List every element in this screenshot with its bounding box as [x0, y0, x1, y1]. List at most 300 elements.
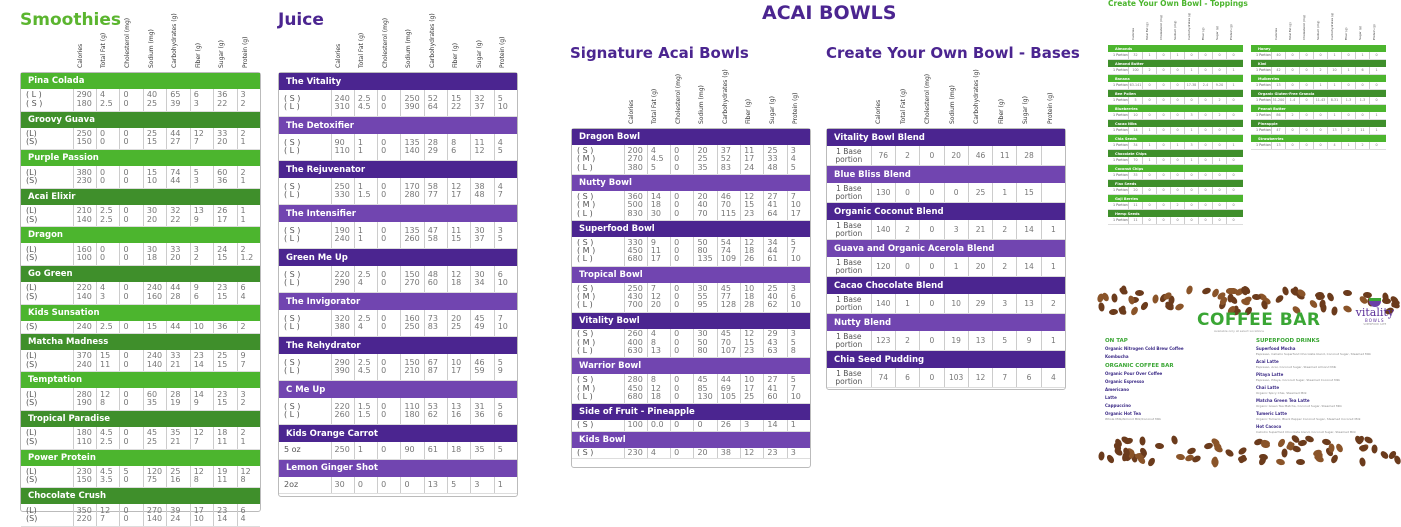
- section-header: Flax Seeds: [1108, 180, 1243, 187]
- value-cell: 0: [1170, 67, 1184, 74]
- value-cell: 52 64: [424, 90, 447, 116]
- value-cell: 54 74 109: [717, 237, 740, 266]
- value-cell: 4 3: [96, 282, 119, 304]
- value-cell: 4: [1041, 368, 1065, 387]
- value-cell: 63-141: [1128, 82, 1142, 89]
- value-cell: 0: [1226, 157, 1240, 164]
- value-cell: 3: [740, 420, 763, 430]
- value-cell: 13 9: [190, 205, 213, 227]
- value-cell: 32: [1128, 52, 1142, 59]
- size-cell: ( S ) ( L ): [284, 181, 301, 199]
- value-cell: 30 37: [470, 222, 493, 248]
- value-cell: 0: [1313, 142, 1327, 149]
- coffee-menu-item: Hot Cacoco: [1256, 424, 1282, 429]
- value-cell: 0 0 0: [670, 237, 693, 266]
- value-cell: 123: [871, 331, 895, 350]
- column-header: Fiber (g): [1344, 27, 1348, 40]
- value-cell: 10 17 25: [740, 374, 763, 403]
- value-cell: 11: [1128, 217, 1142, 224]
- value-cell: 14 9: [190, 388, 213, 410]
- value-cell: 110 180: [400, 398, 423, 424]
- size-cell: 1 Portion: [1113, 202, 1128, 207]
- column-header: Protein (g): [1229, 24, 1233, 40]
- nutrition-row: [1108, 217, 1243, 225]
- nutrition-row: [827, 220, 1065, 240]
- column-header: Sodium (mg): [405, 29, 413, 68]
- value-cell: 4 5: [494, 134, 517, 160]
- section-header: Temptation: [21, 372, 260, 388]
- value-cell: 36: [213, 321, 236, 333]
- value-cell: 1: [1041, 220, 1065, 239]
- nutrition-row: [1108, 127, 1243, 135]
- value-cell: 6: [1355, 67, 1369, 74]
- size-cell: 1 Base portion: [835, 331, 863, 349]
- value-cell: 11: [1128, 202, 1142, 209]
- value-cell: 280 190: [73, 388, 96, 410]
- section-header: Matcha Madness: [21, 334, 260, 350]
- value-cell: 250 150: [73, 128, 96, 150]
- column-header: Sodium (mg): [1173, 20, 1177, 40]
- value-cell: 230: [624, 448, 647, 458]
- column-header: Cholesterol (mg): [674, 73, 682, 124]
- value-cell: 200 270 380: [624, 145, 647, 174]
- value-cell: 20 25 35: [693, 145, 716, 174]
- value-cell: 2.5 4: [354, 310, 377, 336]
- column-header: Carbohydrates (g): [1330, 12, 1334, 40]
- coffee-item-description: Espresso, Pitaya, Coconut Sugar, Steamed Coconut Milk: [1256, 378, 1341, 382]
- value-cell: 5: [1128, 97, 1142, 104]
- size-cell: ( S ) ( L ): [284, 313, 301, 331]
- value-cell: 1: [1170, 142, 1184, 149]
- value-cell: 35 21: [166, 427, 189, 449]
- value-cell: 11: [1355, 127, 1369, 134]
- value-cell: 51-200: [1271, 97, 1285, 104]
- size-cell: ( S ) ( M ) ( L ): [577, 237, 596, 264]
- value-cell: 260 400 630: [624, 329, 647, 358]
- value-cell: 190 240: [331, 222, 354, 248]
- coffee-section-heading: ORGANIC COFFEE BAR: [1105, 363, 1174, 369]
- section-header: Power Protein: [21, 450, 260, 466]
- coffee-bar-subtitle: Available only at select Locations: [1214, 329, 1264, 333]
- value-cell: 0: [1212, 52, 1226, 59]
- value-cell: 0: [1212, 127, 1226, 134]
- value-cell: [1041, 146, 1065, 165]
- value-cell: 19 11: [213, 466, 236, 488]
- value-cell: 3 5 8: [787, 329, 810, 358]
- value-cell: 0: [1198, 52, 1212, 59]
- value-cell: 10: [190, 321, 213, 333]
- nutrition-row: [21, 243, 260, 266]
- value-cell: 320 380: [331, 310, 354, 336]
- value-cell: 270 140: [143, 504, 166, 526]
- section-header: Pina Colada: [21, 73, 260, 89]
- value-cell: 40: [1271, 52, 1285, 59]
- value-cell: 14: [1128, 127, 1142, 134]
- value-cell: 50 80 135: [693, 237, 716, 266]
- value-cell: 0: [1156, 67, 1170, 74]
- value-cell: 32 37: [470, 90, 493, 116]
- section-header: Strawberries: [1251, 135, 1386, 142]
- column-header: Cholesterol (mg): [381, 17, 389, 68]
- value-cell: 0: [1184, 217, 1198, 224]
- size-cell: (L) (S): [26, 505, 38, 524]
- coffee-item-description: Espresso, Acai, Coconut Sugar, Steamed Almond Milk: [1256, 365, 1337, 369]
- section-header: Mulberries: [1251, 75, 1386, 82]
- value-cell: 290 390: [331, 354, 354, 380]
- column-header: Carbohydrates (g): [171, 13, 179, 68]
- column-header: Protein (g): [499, 36, 507, 68]
- section-header: Side of Fruit - Pineapple: [572, 404, 810, 420]
- coffee-bar-menu: [1094, 286, 1400, 466]
- value-cell: 14: [1016, 220, 1040, 239]
- value-cell: 1: [1226, 67, 1240, 74]
- value-cell: 0: [1156, 142, 1170, 149]
- size-cell: 1 Portion: [1256, 127, 1271, 132]
- value-cell: 1: [1226, 82, 1240, 89]
- smoothies-column-headers: [20, 14, 261, 70]
- value-cell: 23 14: [213, 504, 236, 526]
- section-header: Nutty Blend: [827, 314, 1065, 331]
- value-cell: 5: [992, 331, 1016, 350]
- column-header: Fiber (g): [452, 42, 460, 68]
- value-cell: 1: [992, 183, 1016, 202]
- value-cell: 33 20: [213, 128, 236, 150]
- value-cell: 19: [944, 331, 968, 350]
- value-cell: 74 44: [166, 166, 189, 188]
- value-cell: 15 22: [447, 90, 470, 116]
- nutrition-row: [21, 350, 260, 373]
- value-cell: 0: [1299, 67, 1313, 74]
- column-header: Sodium (mg): [698, 85, 706, 124]
- value-cell: 23 14: [190, 350, 213, 372]
- value-cell: 0: [919, 257, 943, 276]
- value-cell: 3: [1184, 112, 1198, 119]
- value-cell: 0 0 0: [670, 145, 693, 174]
- value-cell: 150 270: [400, 266, 423, 292]
- coffee-menu-item: Superfood Mocha: [1256, 346, 1296, 351]
- value-cell: 0: [1226, 127, 1240, 134]
- value-cell: 4 4.5 5: [647, 145, 670, 174]
- value-cell: 0: [1313, 127, 1327, 134]
- value-cell: 330 450 680: [624, 237, 647, 266]
- nutrition-row: [572, 448, 810, 459]
- value-cell: 220 290: [331, 266, 354, 292]
- value-cell: 0 0: [377, 222, 400, 248]
- value-cell: 12 8: [190, 466, 213, 488]
- value-cell: 30 20: [143, 205, 166, 227]
- value-cell: 170 280: [400, 178, 423, 204]
- value-cell: 2 1: [237, 128, 260, 150]
- toppings-left-column-headers: [1108, 10, 1240, 42]
- value-cell: 10: [944, 294, 968, 313]
- value-cell: 12 7: [96, 504, 119, 526]
- value-cell: 12 7: [190, 427, 213, 449]
- section-header: The Intensifier: [279, 205, 517, 222]
- value-cell: 58 77: [424, 178, 447, 204]
- value-cell: 8-31: [1327, 97, 1341, 104]
- coffee-beans-bottom-decoration: [1094, 436, 1400, 466]
- value-cell: 11-43: [1313, 97, 1327, 104]
- nutrition-row: [279, 178, 517, 205]
- value-cell: 0 0: [119, 282, 142, 304]
- nutrition-row: [279, 310, 517, 337]
- value-cell: 0: [1170, 127, 1184, 134]
- value-cell: 240 310: [331, 90, 354, 116]
- section-header: The Rehydrator: [279, 337, 517, 354]
- value-cell: 1: [354, 442, 377, 459]
- coffee-menu-item: Latte: [1105, 395, 1117, 400]
- section-header: Cacao Nibs: [1108, 120, 1243, 127]
- value-cell: 7 12 20: [647, 283, 670, 312]
- value-cell: 0 0: [119, 166, 142, 188]
- value-cell: 3 5: [494, 222, 517, 248]
- value-cell: 0: [1285, 52, 1299, 59]
- section-header: The Invigorator: [279, 293, 517, 310]
- value-cell: 3 2: [190, 243, 213, 265]
- value-cell: 12 17: [447, 178, 470, 204]
- value-cell: 39 24: [166, 504, 189, 526]
- column-header: Total Fat (g): [651, 88, 659, 124]
- nutrition-row: [279, 134, 517, 161]
- value-cell: 1: [1341, 67, 1355, 74]
- value-cell: 13: [1271, 82, 1285, 89]
- nutrition-row: [1251, 97, 1386, 105]
- value-cell: 0 0 0: [670, 283, 693, 312]
- section-header: Pineapple: [1251, 120, 1386, 127]
- nutrition-row: [1251, 127, 1386, 135]
- nutrition-row: [572, 329, 810, 359]
- value-cell: 25 40 62: [763, 283, 786, 312]
- value-cell: 0: [354, 477, 377, 494]
- value-cell: 0: [919, 331, 943, 350]
- value-cell: 46: [968, 146, 992, 165]
- value-cell: 11 17 24: [740, 145, 763, 174]
- nutrition-row: [21, 282, 260, 305]
- value-cell: [1041, 183, 1065, 202]
- value-cell: 0 0: [377, 178, 400, 204]
- value-cell: 9-20: [1212, 82, 1226, 89]
- value-cell: 0: [1313, 52, 1327, 59]
- value-cell: 0: [1212, 142, 1226, 149]
- value-cell: 0: [1142, 217, 1156, 224]
- value-cell: 13 16: [447, 398, 470, 424]
- nutrition-row: [1108, 112, 1243, 120]
- value-cell: 0 0: [119, 89, 142, 111]
- value-cell: 1: [1369, 112, 1383, 119]
- value-cell: 18 11: [213, 427, 236, 449]
- column-header: Carbohydrates (g): [721, 69, 729, 124]
- value-cell: 1: [1226, 142, 1240, 149]
- value-cell: 3 2: [237, 89, 260, 111]
- value-cell: 10 18 28: [740, 283, 763, 312]
- value-cell: 38: [717, 448, 740, 458]
- nutrition-row: [572, 420, 810, 431]
- nutrition-row: [21, 166, 260, 189]
- value-cell: 0: [1226, 97, 1240, 104]
- value-cell: 0: [1156, 97, 1170, 104]
- value-cell: 1: [1142, 52, 1156, 59]
- size-cell: (L) (S): [26, 389, 38, 408]
- value-cell: 2: [1142, 67, 1156, 74]
- value-cell: 28 19: [166, 388, 189, 410]
- value-cell: 18: [447, 442, 470, 459]
- value-cell: 0: [1170, 172, 1184, 179]
- value-cell: 4 2.5: [96, 89, 119, 111]
- value-cell: 23 15: [213, 282, 236, 304]
- value-cell: 0 0: [377, 266, 400, 292]
- section-header: Tropical Bowl: [572, 267, 810, 283]
- value-cell: 210 140: [73, 205, 96, 227]
- value-cell: 21: [968, 220, 992, 239]
- value-cell: 0: [1142, 172, 1156, 179]
- value-cell: 67 87: [424, 354, 447, 380]
- juice-title: Juice: [278, 10, 324, 30]
- value-cell: 1-4: [1285, 97, 1299, 104]
- section-header: Organic Coconut Blend: [827, 203, 1065, 220]
- value-cell: 2: [1212, 97, 1226, 104]
- value-cell: 0 0: [119, 128, 142, 150]
- value-cell: 0 0 0: [670, 191, 693, 220]
- value-cell: 0: [1170, 187, 1184, 194]
- value-cell: 2.5: [96, 321, 119, 333]
- column-header: Sugar (g): [1358, 26, 1362, 40]
- value-cell: 4.5 3.5: [96, 466, 119, 488]
- value-cell: 0: [377, 442, 400, 459]
- nutrition-row: [1108, 157, 1243, 165]
- value-cell: 8 6: [447, 134, 470, 160]
- size-cell: 1 Portion: [1113, 187, 1128, 192]
- size-cell: (L) (S): [26, 129, 38, 147]
- value-cell: 40 25: [143, 89, 166, 111]
- value-cell: 2: [895, 331, 919, 350]
- value-cell: 30: [331, 477, 354, 494]
- value-cell: 0: [1212, 172, 1226, 179]
- value-cell: 1: [1313, 82, 1327, 89]
- section-header: Coconut Chips: [1108, 165, 1243, 172]
- value-cell: 250 330: [331, 178, 354, 204]
- value-cell: 26: [717, 420, 740, 430]
- value-cell: 12 15 23: [740, 191, 763, 220]
- size-cell: 1 Portion: [1256, 142, 1271, 147]
- smoothies-table: [20, 72, 261, 524]
- value-cell: 0: [944, 183, 968, 202]
- value-cell: 0: [1156, 52, 1170, 59]
- size-cell: 1 Base portion: [835, 294, 863, 312]
- column-header: Cholesterol (mg): [924, 73, 932, 124]
- value-cell: 28: [1016, 146, 1040, 165]
- size-cell: 1 Base portion: [835, 146, 863, 164]
- size-cell: 1 Portion: [1256, 82, 1271, 87]
- value-cell: 3 6 10: [787, 283, 810, 312]
- section-header: The Vitality: [279, 73, 517, 90]
- toppings-title: Create Your Own Bowl - Toppings: [1108, 0, 1248, 8]
- section-header: Groovy Guava: [21, 112, 260, 128]
- value-cell: 15: [143, 321, 166, 333]
- value-cell: 37 52 83: [717, 145, 740, 174]
- size-cell: 1 Portion: [1256, 97, 1271, 102]
- value-cell: 25 15: [143, 128, 166, 150]
- column-header: Sodium (mg): [1316, 20, 1320, 40]
- value-cell: 7: [992, 368, 1016, 387]
- column-header: Cholesterol (mg): [1302, 14, 1306, 40]
- value-cell: 29: [968, 294, 992, 313]
- value-cell: 0 0: [119, 205, 142, 227]
- value-cell: 25: [968, 183, 992, 202]
- section-header: Chocolate Crush: [21, 488, 260, 504]
- value-cell: 26 17: [213, 205, 236, 227]
- size-cell: 1 Portion: [1113, 112, 1128, 117]
- value-cell: 11 15: [447, 222, 470, 248]
- size-cell: ( S ) ( L ): [284, 137, 301, 155]
- coffee-section-heading: SUPERFOOD DRINKS: [1256, 338, 1320, 344]
- nutrition-row: [21, 205, 260, 228]
- value-cell: 0: [1198, 172, 1212, 179]
- size-cell: ( L ) ( S ): [26, 90, 43, 108]
- value-cell: 1: [1212, 157, 1226, 164]
- value-cell: 90: [400, 442, 423, 459]
- value-cell: 1 1: [237, 205, 260, 227]
- value-cell: 0: [1156, 82, 1170, 89]
- nutrition-row: [21, 427, 260, 450]
- value-cell: 140: [871, 220, 895, 239]
- column-header: Cholesterol (mg): [123, 17, 131, 68]
- value-cell: 0: [1198, 217, 1212, 224]
- value-cell: 0 0: [119, 243, 142, 265]
- value-cell: 160 100: [73, 243, 96, 265]
- value-cell: 0: [1212, 217, 1226, 224]
- section-header: Organic Gluten-Free Granola: [1251, 90, 1386, 97]
- value-cell: 1 1.5: [354, 178, 377, 204]
- value-cell: 5: [447, 477, 470, 494]
- size-cell: ( S ) ( M ) ( L ): [577, 191, 596, 218]
- value-cell: 0: [1198, 157, 1212, 164]
- value-cell: 33 20: [166, 243, 189, 265]
- value-cell: 0: [919, 183, 943, 202]
- nutrition-row: [1108, 52, 1243, 60]
- section-header: Warrior Bowl: [572, 358, 810, 374]
- value-cell: 53 62: [424, 398, 447, 424]
- value-cell: 0: [1285, 127, 1299, 134]
- value-cell: 100: [624, 420, 647, 430]
- value-cell: 1: [1369, 127, 1383, 134]
- value-cell: 11: [992, 146, 1016, 165]
- size-cell: (L) (S): [26, 467, 38, 485]
- value-cell: 1: [1041, 331, 1065, 350]
- value-cell: 25 33 48: [763, 145, 786, 174]
- value-cell: 140: [871, 294, 895, 313]
- value-cell: 14: [763, 420, 786, 430]
- column-header: Fiber (g): [997, 98, 1005, 124]
- juice-column-headers: [278, 10, 518, 70]
- size-cell: ( S ) ( L ): [284, 269, 301, 287]
- section-header: Vitality Bowl: [572, 313, 810, 329]
- value-cell: 0 0: [119, 427, 142, 449]
- nutrition-row: [279, 442, 517, 460]
- value-cell: 0 0: [377, 398, 400, 424]
- value-cell: 33 21: [166, 350, 189, 372]
- section-header: Acai Elixir: [21, 189, 260, 205]
- value-cell: 0: [1226, 187, 1240, 194]
- value-cell: 380 230: [73, 166, 96, 188]
- value-cell: 1: [494, 477, 517, 494]
- value-cell: 12 18 26: [740, 237, 763, 266]
- logo-tagline: SUPERFOOD CAFE: [1363, 323, 1387, 326]
- value-cell: 0: [1226, 217, 1240, 224]
- size-cell: ( S ): [577, 447, 594, 457]
- value-cell: 6: [1016, 368, 1040, 387]
- value-cell: 31 36: [470, 398, 493, 424]
- coffee-menu-item: Pitaya Latte: [1256, 372, 1284, 377]
